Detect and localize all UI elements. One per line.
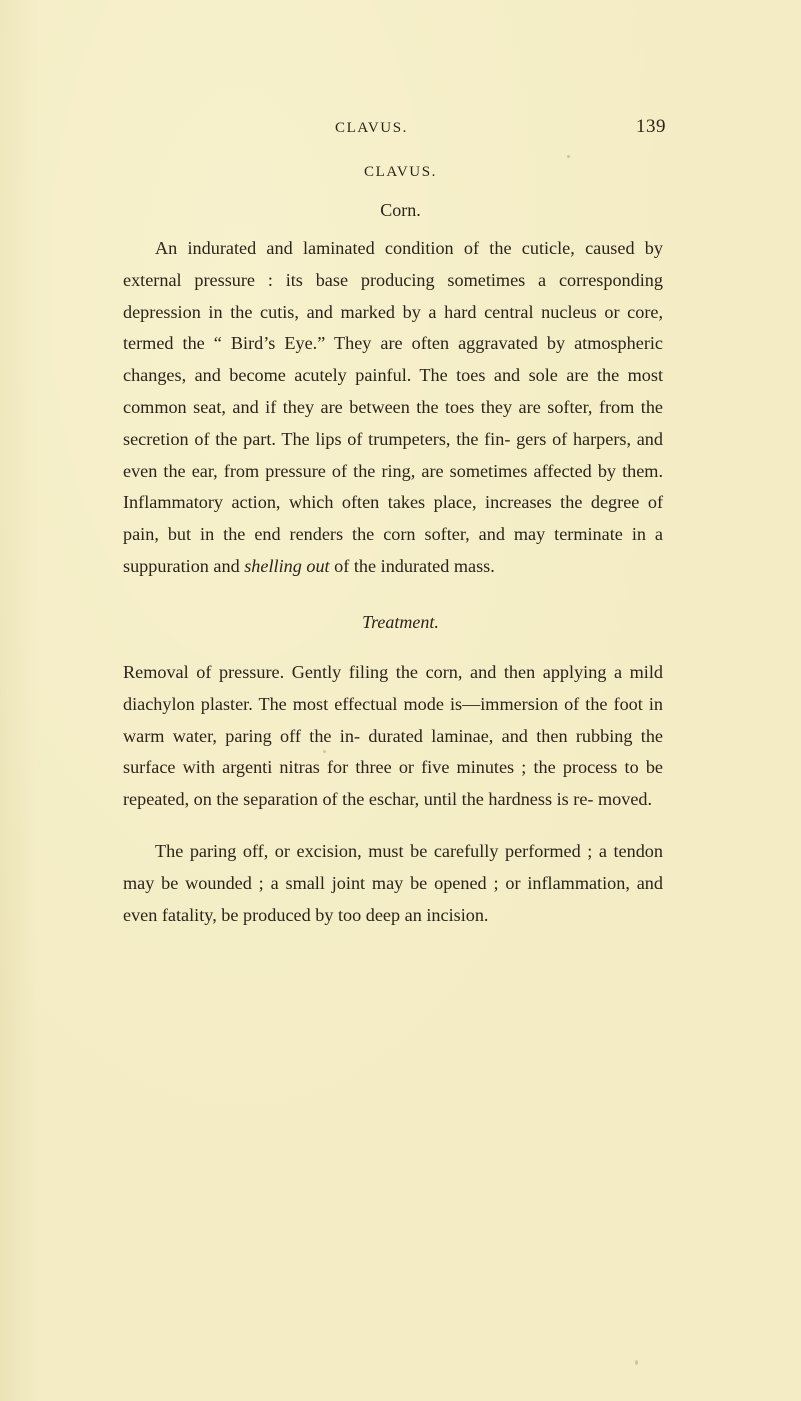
paper-speck — [323, 750, 326, 753]
paragraph-description-emphasis: shelling out — [244, 555, 330, 576]
section-title: CLAVUS. — [363, 164, 438, 180]
section-subtitle: Corn. — [380, 200, 421, 220]
paragraph-description — [123, 233, 663, 583]
paragraph-description-tail: of the indurated mass. — [329, 555, 495, 576]
paragraph-caution: The paring off, or excision, must be carefully performed ; a tendon may be wounded ; a small joint may be opened ; or inflammation, and even fatality, be produced by too deep an incision. — [123, 841, 663, 925]
running-head — [0, 116, 801, 140]
paper-speck — [567, 155, 570, 158]
paper-speck — [635, 1360, 638, 1365]
paragraph-treatment: Removal of pressure. Gently filing the corn, and then applying a mild diachylon plaster. The most effectual mode is—immersion of the foot in warm water, paring off the in- durated laminae, and then rubbing the surface with argenti nitras for three or five minutes ; the process to be repeated, on the separation of the eschar, until the hardness is re- moved. — [123, 662, 663, 810]
treatment-heading: Treatment. — [362, 612, 439, 632]
page-number: 139 — [636, 116, 666, 137]
paragraph-description-text: An indurated and laminated condition of the cuticle, caused by external pressure : its base producing sometimes a corresponding depression in the cutis, and marked by a hard central nucleus or core, termed the “ Bird’s Eye.” They are often aggravated by atmospheric changes, and become acutely painful. The toes and sole are the most common seat, and if they are between the toes they are softer, from the secretion of the part. The lips of trumpeters, the fin- gers of harpers, and even the ear, from pressure of the ring, are sometimes affected by them. Inflammatory action, which often takes place, increases the degree of pain, but in the end renders the corn softer, and may terminate in a suppuration and — [123, 238, 663, 576]
running-head-title: CLAVUS. — [335, 120, 409, 136]
